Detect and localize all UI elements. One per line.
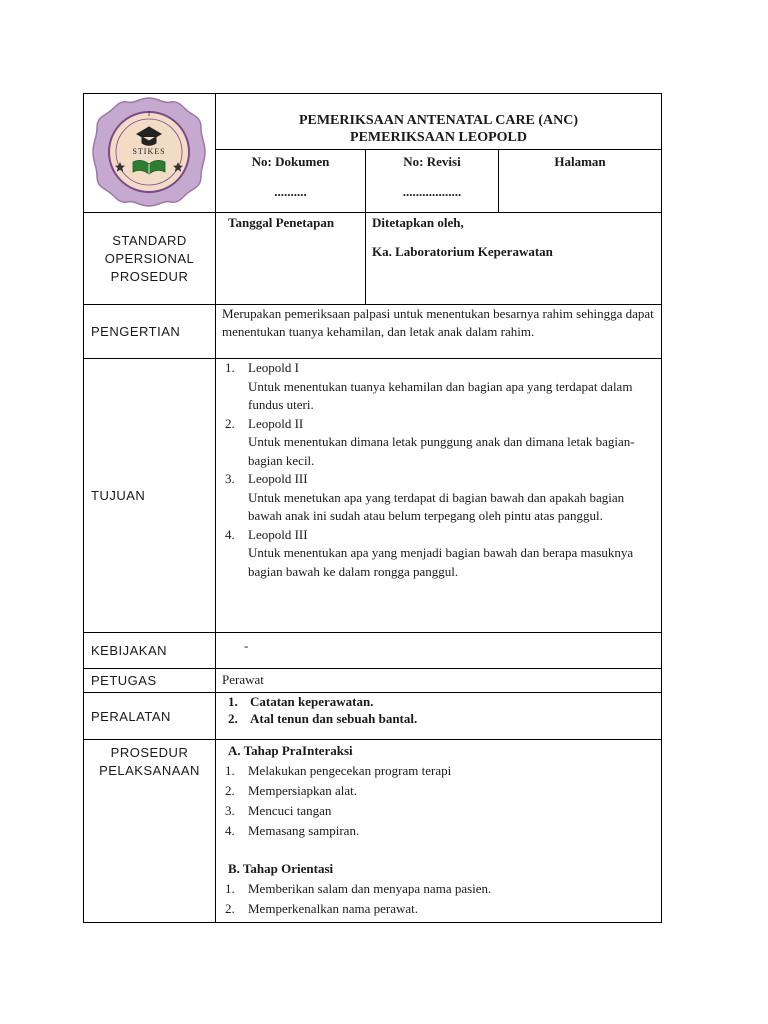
peralatan-label: PERALATAN bbox=[84, 693, 216, 740]
section-a-title: A. Tahap PraInteraksi bbox=[228, 743, 353, 758]
peralatan-list-cell bbox=[216, 693, 662, 740]
petugas-value: Perawat bbox=[216, 669, 662, 693]
stikes-logo bbox=[84, 94, 216, 212]
kebijakan-label: KEBIJAKAN bbox=[84, 633, 216, 669]
list-item: 2. Leopold II Untuk menentukan dimana letak punggung anak dan dimana letak bagian-bagian kecil. bbox=[225, 415, 635, 468]
petugas-label: PETUGAS bbox=[84, 669, 216, 693]
prosedur-label-line1: PROSEDUR bbox=[110, 745, 189, 760]
no-revisi-value: .................. bbox=[402, 184, 462, 199]
list-item: 2. Memperkenalkan nama perawat. bbox=[225, 901, 419, 916]
list-item: 4. Memasang sampiran. bbox=[225, 823, 360, 838]
tujuan-list-cell bbox=[216, 359, 662, 633]
no-dokumen-label: No: Dokumen bbox=[251, 154, 330, 169]
prosedur-label-line2: PELAKSANAAN bbox=[99, 763, 200, 778]
document-title-cell bbox=[216, 94, 662, 150]
peralatan-list bbox=[216, 693, 661, 727]
list-item: 2. Atal tenun dan sebuah bantal. bbox=[228, 711, 418, 726]
pengertian-text: Merupakan pemeriksaan palpasi untuk menentukan besarnya rahim sehingga dapat menentukan tuanya kehamilan, dan letak anak dalam rahim. bbox=[222, 306, 654, 339]
pengertian-label: PENGERTIAN bbox=[84, 305, 216, 359]
no-revisi-label: No: Revisi bbox=[403, 154, 461, 169]
tanggal-penetapan-label: Tanggal Penetapan bbox=[228, 215, 335, 230]
logo-cell bbox=[84, 94, 216, 213]
list-item: 3. Leopold III Untuk menetukan apa yang terdapat di bagian bawah dan apakah bagian bawah anak ini sudah atau belum terpegang oleh pintu atas panggul. bbox=[225, 471, 625, 523]
sop-label-line1: STANDARD bbox=[112, 232, 187, 248]
kebijakan-value: - bbox=[216, 633, 662, 669]
no-dokumen-value: .......... bbox=[274, 184, 307, 199]
list-item: 1. Leopold I Untuk menentukan tuanya kehamilan dan bagian apa yang terdapat dalam fundus uteri. bbox=[225, 360, 633, 412]
section-b-steps bbox=[216, 879, 655, 919]
section-b-title: B. Tahap Orientasi bbox=[228, 861, 334, 876]
prosedur-label-cell bbox=[84, 740, 216, 923]
tujuan-list bbox=[216, 359, 655, 581]
sop-document bbox=[83, 93, 661, 923]
list-item: 1. Catatan keperawatan. bbox=[228, 694, 374, 709]
document-title-line2: PEMERIKSAAN LEOPOLD bbox=[350, 130, 527, 145]
list-item: 4. Leopold III Untuk menentukan apa yang menjadi bagian bawah dan berapa masuknya bagian bawah ke dalam rongga panggul. bbox=[225, 526, 634, 579]
halaman-label: Halaman bbox=[554, 154, 606, 169]
document-title-line1: PEMERIKSAAN ANTENATAL CARE (ANC) bbox=[298, 113, 579, 128]
prosedur-content-cell bbox=[216, 740, 662, 923]
tanggal-penetapan-cell bbox=[216, 213, 366, 305]
tujuan-label: TUJUAN bbox=[84, 359, 216, 633]
halaman-cell bbox=[499, 150, 662, 213]
sop-label-cell bbox=[84, 213, 216, 305]
logo-top-text: I bbox=[147, 110, 151, 118]
list-item: 1. Melakukan pengecekan program terapi bbox=[225, 763, 452, 778]
ditetapkan-cell bbox=[366, 213, 662, 305]
list-item: 2. Mempersiapkan alat. bbox=[225, 783, 358, 798]
no-revisi-cell bbox=[366, 150, 499, 213]
section-a-steps bbox=[216, 761, 655, 841]
no-dokumen-cell bbox=[216, 150, 366, 213]
sop-label-line2: OPERSIONAL bbox=[104, 250, 195, 266]
list-item: 3. Mencuci tangan bbox=[225, 803, 332, 818]
sop-table bbox=[83, 93, 662, 923]
list-item: 1. Memberikan salam dan menyapa nama pasien. bbox=[225, 881, 492, 896]
ditetapkan-value: Ka. Laboratorium Keperawatan bbox=[372, 244, 553, 259]
pengertian-text-cell bbox=[216, 305, 662, 359]
ditetapkan-label: Ditetapkan oleh, bbox=[372, 215, 464, 230]
sop-label-line3: PROSEDUR bbox=[110, 268, 189, 284]
logo-name-text: STIKES bbox=[132, 147, 166, 156]
